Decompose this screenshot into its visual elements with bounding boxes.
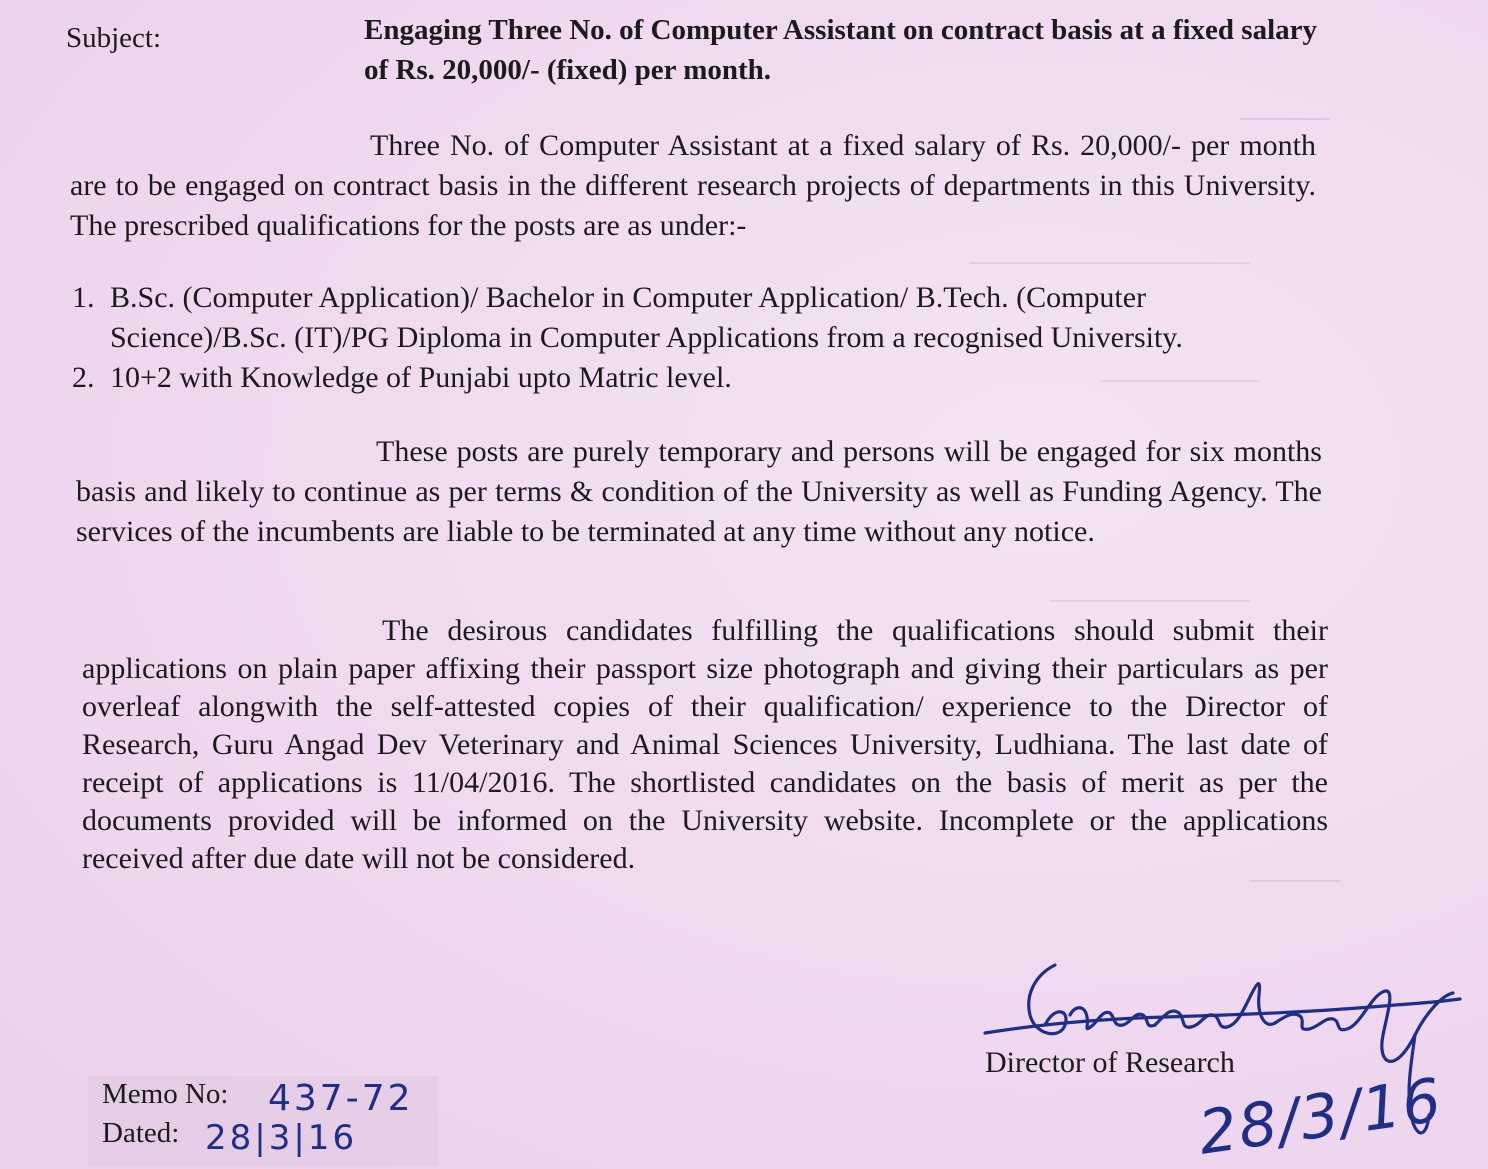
- terms-text: These posts are purely temporary and persons will be engaged for six months basis and likely to continue as per terms & condition of the University as well as Funding Agency. The services of the incumbents are liable to be terminated at any time without any notice.: [76, 435, 1322, 548]
- list-item-text: B.Sc. (Computer Application)/ Bachelor in Computer Application/ B.Tech. (Computer Science)/B.Sc. (IT)/PG Diploma in Computer Applications from a recognised University.: [110, 281, 1183, 354]
- application-text: The desirous candidates fulfilling the qualifications should submit their applications on plain paper affixing their passport size photograph and giving their particulars as per overleaf alongwith the self-attested copies of their qualification/ experience to the Director of Research, Guru Angad Dev Veterinary and Animal Sciences University, Ludhiana. The last date of receipt of applications is 11/04/2016. The shortlisted candidates on the basis of merit as per the documents provided will be informed on the University website. Incomplete or the applications received after due date will not be considered.: [82, 614, 1328, 875]
- list-item: [72, 278, 1302, 358]
- list-item-number: 2.: [72, 361, 95, 394]
- subject-text: Engaging Three No. of Computer Assistant on contract basis at a fixed salary of Rs. 20,000/- (fixed) per month.: [364, 14, 1318, 86]
- terms-paragraph: [76, 432, 1322, 552]
- bleed-through-mark: [1250, 880, 1340, 892]
- handwritten-date: 28/3/16: [1194, 1065, 1447, 1169]
- memo-number-label: Memo No:: [102, 1078, 229, 1110]
- dated-value: 28|3|16: [205, 1118, 358, 1158]
- dated-label: Dated:: [102, 1117, 180, 1149]
- list-item-text: 10+2 with Knowledge of Punjabi upto Matric level.: [110, 361, 732, 394]
- list-item-number: 1.: [72, 281, 95, 314]
- list-item: [72, 358, 1302, 398]
- bleed-through-mark: [1050, 600, 1250, 612]
- subject-label: Subject:: [66, 22, 162, 54]
- memo-number-value: 437-72: [268, 1078, 414, 1119]
- qualifications-list: [72, 278, 1302, 398]
- application-paragraph: [82, 612, 1328, 878]
- intro-text: Three No. of Computer Assistant at a fixed salary of Rs. 20,000/- per month are to be engaged on contract basis in the different research projects of departments in this University. The prescribed qualifications for the posts are as under:-: [70, 129, 1316, 242]
- signatory-designation: Director of Research: [985, 1046, 1235, 1079]
- bleed-through-mark: [970, 262, 1250, 274]
- intro-paragraph: [70, 126, 1316, 246]
